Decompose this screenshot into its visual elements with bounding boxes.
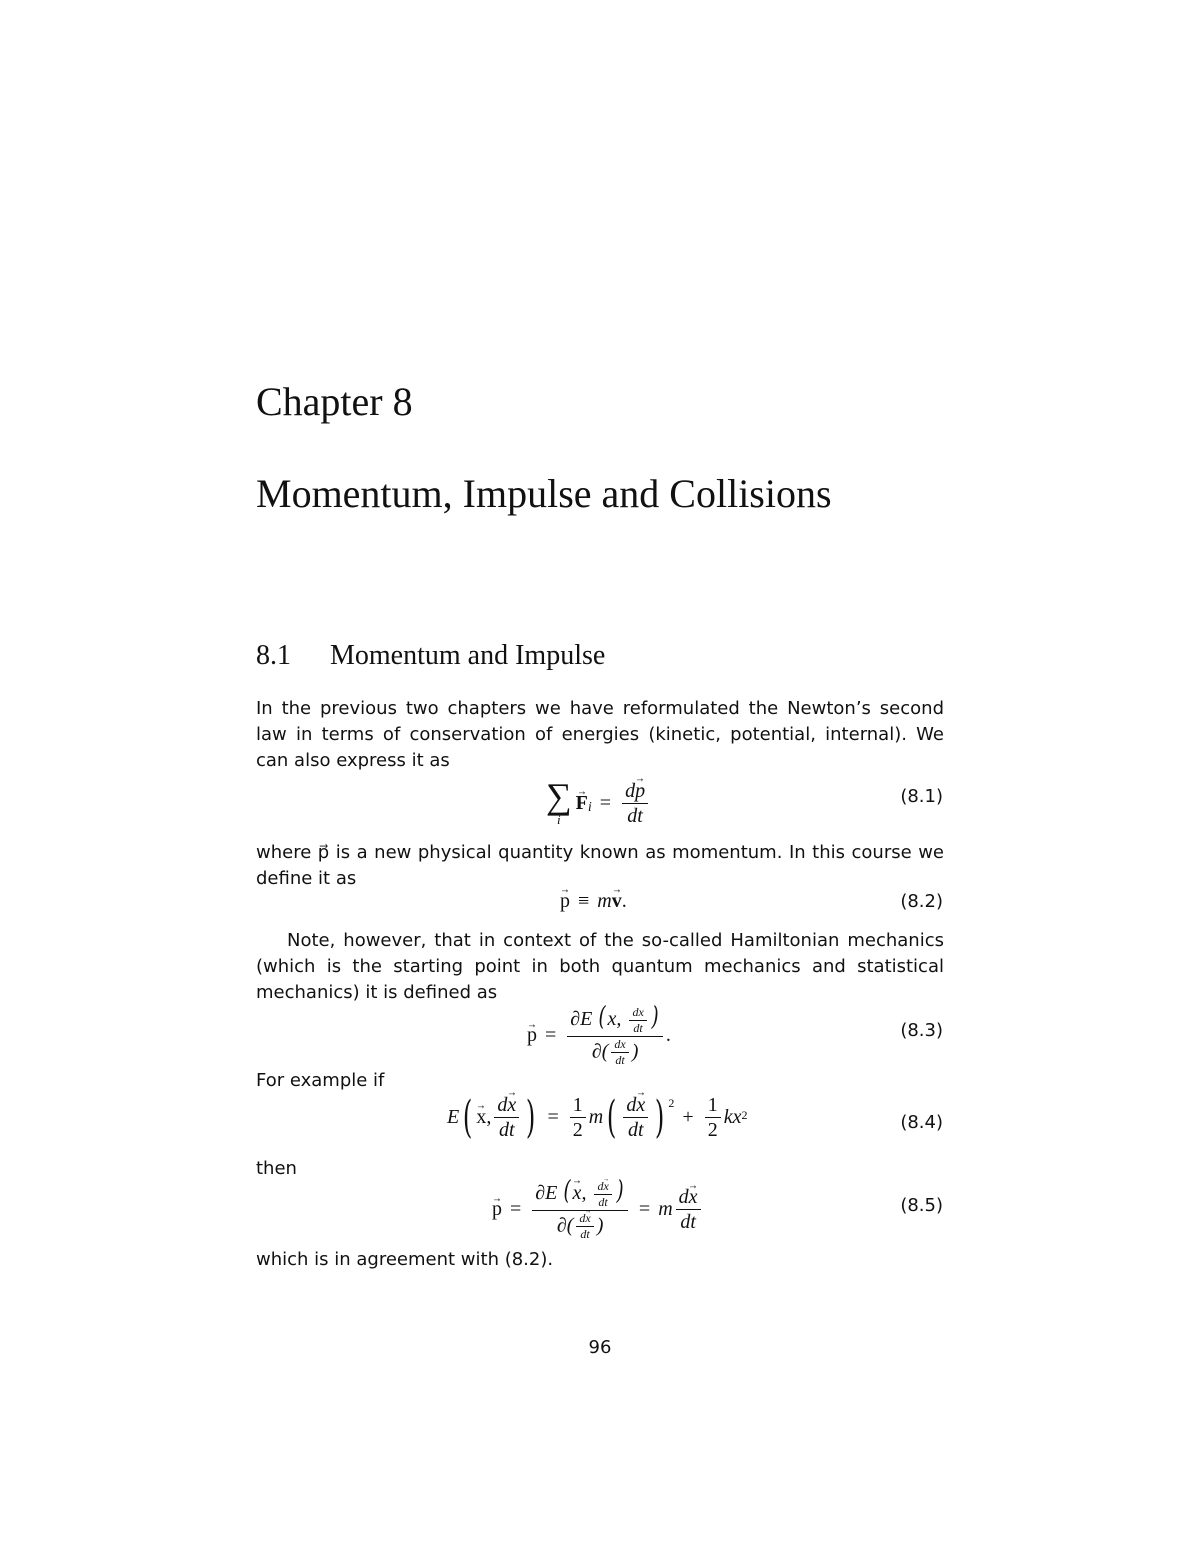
section-title: Momentum and Impulse (330, 640, 606, 671)
equation-8-2: → p ≡ m → v . (560, 890, 627, 913)
paragraph-hamiltonian: Note, however, that in context of the so-called Hamiltonian mechanics (which is the starting point in both quantum mechanics and statistical mechanics) it is defined as (256, 930, 944, 1003)
chapter-title: Momentum, Impulse and Collisions (256, 471, 832, 516)
section-heading (256, 640, 605, 672)
chapter-label: Chapter 8 (256, 379, 413, 424)
paragraph-agreement: which is in agreement with (8.2). (256, 1249, 554, 1270)
section-number: 8.1 (256, 640, 291, 671)
equation-8-3: → p = ∂E (x, $\frac{dx}{dt}$ ) ∂( $\frac{dx}{dt}$ ) . (527, 1004, 671, 1067)
equation-8-5: → p = ∂E (→ x, $\frac{d\to x}{dt}$ ) ∂( $\frac{d\to x}{dt}$ ) = m $\frac{d\to x}{dt}$ (492, 1178, 704, 1241)
equation-number-8-2: (8.2) (900, 891, 943, 912)
equation-number-8-5: (8.5) (900, 1195, 943, 1216)
equation-8-4: E ( → x , $\frac{d\to x}{dt}$ ) = $\frac{1}{2}$ m ( $\frac{d\to x}{dt}$ ) $^2$ + $\frac{1}{2}$ kx 2 (447, 1094, 747, 1141)
equation-number-8-4: (8.4) (900, 1112, 943, 1133)
paragraph-momentum-definition: where p⃗ is a new physical quantity known as momentum. In this course we define it as (256, 842, 944, 889)
paragraph-intro: In the previous two chapters we have reformulated the Newton’s second law in terms of conservation of energies (kinetic, potential, internal). We can also express it as (256, 698, 944, 771)
sum-symbol: ∑ i (546, 776, 572, 827)
equation-number-8-1: (8.1) (900, 786, 943, 807)
equation-8-1: ∑ i → F i = $\frac{d\to p}{dt}$ (546, 778, 651, 828)
equation-number-8-3: (8.3) (900, 1020, 943, 1041)
paragraph-then: then (256, 1158, 297, 1179)
fraction-partial-energy-vector: ∂E (→ x, $\frac{d\to x}{dt}$ ) ∂( $\frac{d\to x}{dt}$ ) (532, 1178, 628, 1241)
paragraph-for-example: For example if (256, 1070, 385, 1091)
fraction-partial-energy: ∂E (x, $\frac{dx}{dt}$ ) ∂( $\frac{dx}{dt}$ ) (567, 1004, 663, 1067)
page-number: 96 (588, 1337, 612, 1358)
fraction-dp-dt: $\frac{d\to p}{dt}$ (622, 780, 648, 827)
